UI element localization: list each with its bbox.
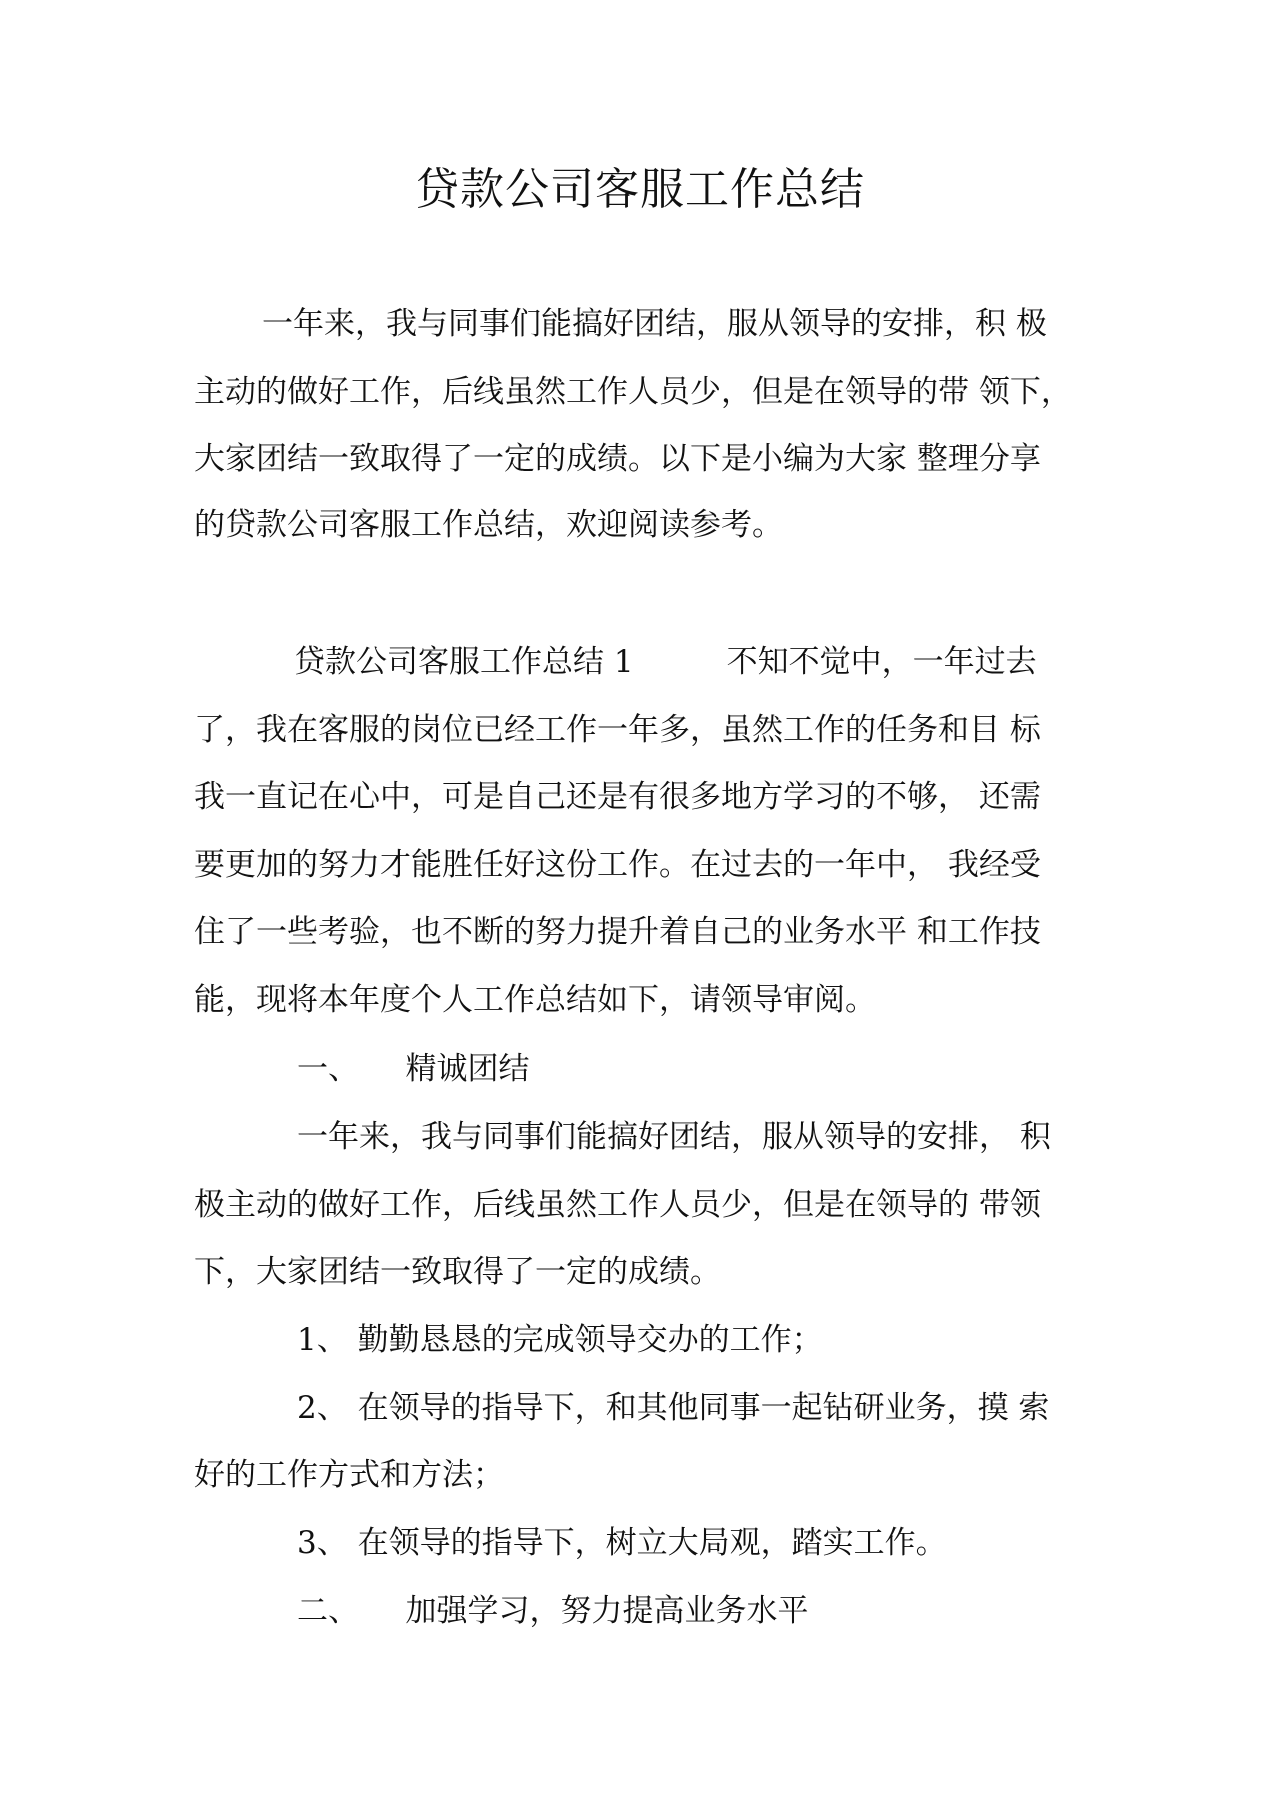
list-item: 2、 在领导的指导下，和其他同事一起钻研业务，摸 索 xyxy=(297,1390,1050,1426)
paragraph-line: 一年来，我与同事们能搞好团结，服从领导的安排，积 极 xyxy=(262,306,1047,342)
paragraph-line: 下，大家团结一致取得了一定的成绩。 xyxy=(194,1254,721,1290)
paragraph-line: 的贷款公司客服工作总结，欢迎阅读参考。 xyxy=(194,507,783,543)
document-title: 贷款公司客服工作总结 xyxy=(415,164,865,215)
paragraph-line: 了，我在客服的岗位已经工作一年多，虽然工作的任务和目 标 xyxy=(194,712,1041,748)
paragraph-line: 大家团结一致取得了一定的成绩。以下是小编为大家 整理分享 xyxy=(194,441,1041,477)
paragraph-line: 住了一些考验，也不断的努力提升着自己的业务水平 和工作技 xyxy=(194,914,1041,950)
paragraph-line: 我一直记在心中，可是自己还是有很多地方学习的不够， 还需 xyxy=(194,779,1041,815)
section-heading: 二、 加强学习，努力提高业务水平 xyxy=(297,1593,809,1629)
paragraph-line: 一年来，我与同事们能搞好团结，服从领导的安排， 积 xyxy=(297,1119,1051,1155)
paragraph-line: 主动的做好工作，后线虽然工作人员少，但是在领导的带 领下， xyxy=(194,374,1072,410)
paragraph-line: 极主动的做好工作，后线虽然工作人员少，但是在领导的 带领 xyxy=(194,1187,1041,1223)
list-item: 1、 勤勤恳恳的完成领导交办的工作； xyxy=(297,1322,823,1358)
paragraph-line: 好的工作方式和方法； xyxy=(194,1457,504,1493)
paragraph-line: 要更加的努力才能胜任好这份工作。在过去的一年中， 我经受 xyxy=(194,847,1041,883)
section-heading: 一、 精诚团结 xyxy=(297,1051,530,1087)
paragraph-line: 贷款公司客服工作总结 1 不知不觉中，一年过去 xyxy=(294,644,1037,680)
paragraph-line: 能，现将本年度个人工作总结如下，请领导审阅。 xyxy=(194,982,876,1018)
list-item: 3、 在领导的指导下，树立大局观，踏实工作。 xyxy=(297,1525,947,1561)
